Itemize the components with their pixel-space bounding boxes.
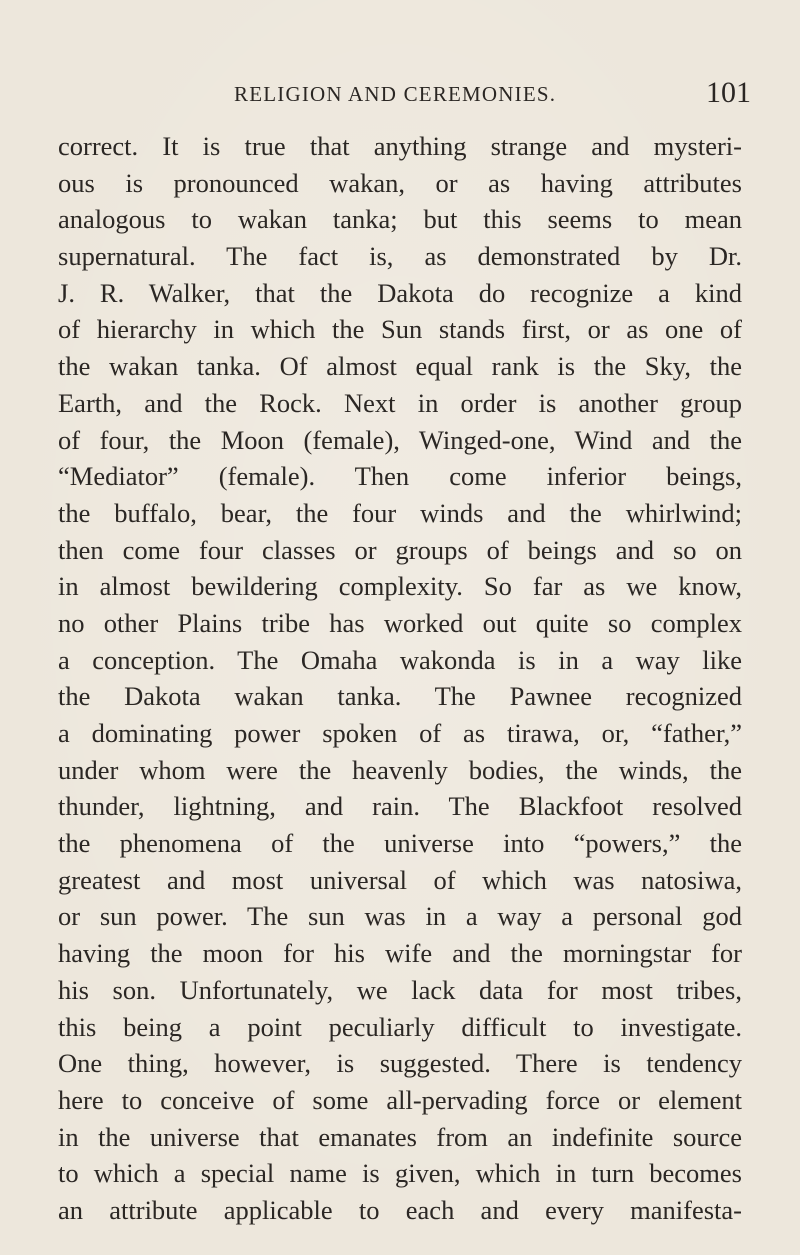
text-line: analogous to wakan tanka; but this seems to mean: [58, 204, 742, 235]
text-line: J. R. Walker, that the Dakota do recognize a kind: [58, 277, 742, 308]
text-line: correct. It is true that anything strange and mysteri-: [58, 131, 742, 161]
text-line: under whom were the heavenly bodies, the winds, the: [58, 754, 742, 785]
page-number: 101: [706, 76, 751, 109]
text-line: or sun power. The sun was in a way a personal god: [58, 901, 742, 932]
text-line: Earth, and the Rock. Next in order is another group: [58, 387, 742, 418]
text-line: no other Plains tribe has worked out quite so complex: [58, 607, 742, 638]
running-head: [0, 76, 800, 116]
text-line: “Mediator” (female). Then come inferior beings,: [58, 461, 742, 492]
text-line: a dominating power spoken of as tirawa, or, “father,”: [58, 718, 742, 748]
text-line: this being a point peculiarly difficult to investigate.: [58, 1011, 742, 1042]
text-line: his son. Unfortunately, we lack data for most tribes,: [58, 974, 742, 1005]
text-line: ous is pronounced wakan, or as having attributes: [58, 167, 742, 198]
text-line: then come four classes or groups of beings and so on: [58, 534, 742, 565]
text-line: having the moon for his wife and the morningstar for: [58, 938, 742, 969]
text-line: an attribute applicable to each and every manifesta-: [58, 1194, 742, 1225]
text-line: the Dakota wakan tanka. The Pawnee recognized: [58, 681, 742, 712]
text-line: to which a special name is given, which in turn becomes: [58, 1158, 742, 1189]
text-line: the phenomena of the universe into “powers,” the: [58, 828, 742, 859]
text-line: in the universe that emanates from an indefinite source: [58, 1121, 742, 1152]
text-line: here to conceive of some all-pervading force or element: [58, 1084, 742, 1115]
text-line: the buffalo, bear, the four winds and the whirlwind;: [58, 497, 742, 528]
running-title: RELIGION AND CEREMONIES.: [234, 82, 557, 106]
text-line: One thing, however, is suggested. There is tendency: [58, 1048, 742, 1079]
body-text: [58, 128, 742, 1229]
text-line: in almost bewildering complexity. So far as we know,: [58, 571, 742, 602]
text-line: the wakan tanka. Of almost equal rank is the Sky, the: [58, 351, 742, 382]
text-line: of four, the Moon (female), Winged-one, Wind and the: [58, 424, 742, 455]
text-line: of hierarchy in which the Sun stands first, or as one of: [58, 314, 742, 345]
text-line: supernatural. The fact is, as demonstrated by Dr.: [58, 241, 742, 272]
text-line: thunder, lightning, and rain. The Blackfoot resolved: [58, 791, 742, 822]
text-line: greatest and most universal of which was natosiwa,: [58, 864, 742, 895]
text-line: a conception. The Omaha wakonda is in a way like: [58, 644, 742, 675]
